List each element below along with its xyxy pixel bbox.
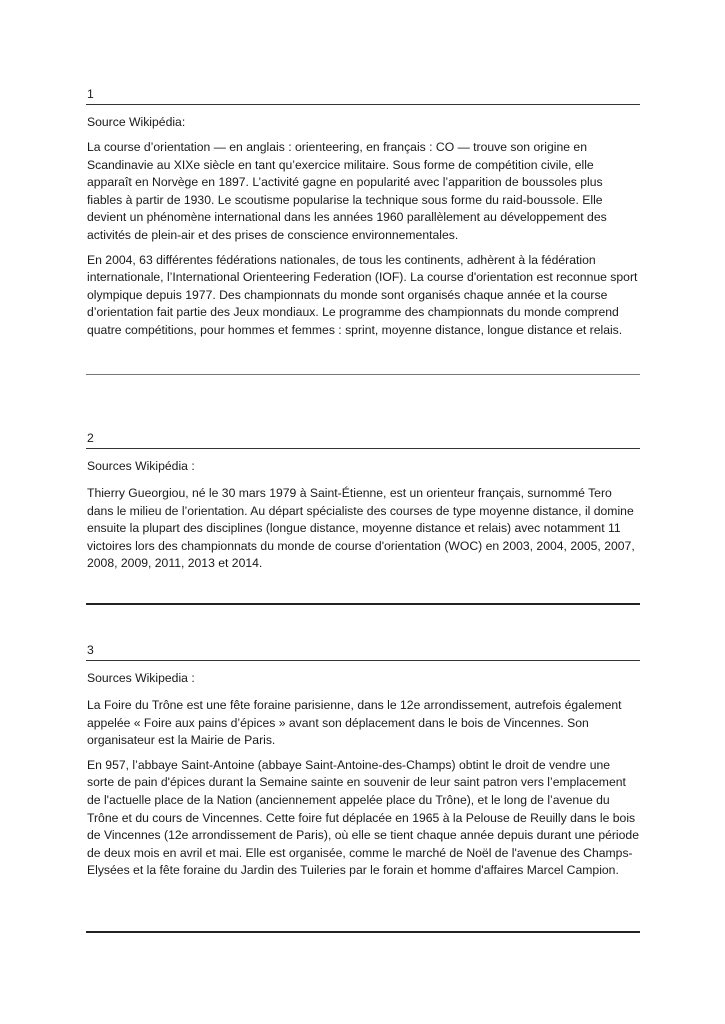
footnote-bottom-rule — [86, 603, 640, 605]
footnote-paragraph: Thierry Gueorgiou, né le 30 mars 1979 à Saint-Étienne, est un orienteur français, surnommé Tero dans le milieu de l’orientation. Au départ spécialiste des courses de type moyenne distance, il domine ensuite la plupart des disciplines (longue distance, moyenne distance et relais) avec notamment 11 victoires lors des championnats du monde de course d'orientation (WOC) en 2003, 2004, 2005, 2007, 2008, 2009, 2011, 2013 et 2014. — [87, 486, 635, 571]
footnote-3 — [86, 643, 640, 935]
footnote-2 — [86, 431, 640, 607]
footnote-bottom-rule — [86, 931, 640, 933]
footnote-1 — [86, 87, 640, 377]
footnote-number: 1 — [87, 87, 94, 101]
footnote-top-rule — [86, 448, 640, 449]
footnote-paragraph: La Foire du Trône est une fête foraine parisienne, dans le 12e arrondissement, autrefois également appelée « Foire aux pains d’épices » avant son déplacement dans le bois de Vincennes. Son organisateur est la Mairie de Paris. — [87, 698, 622, 748]
footnote-source: Sources Wikipédia : — [87, 459, 195, 473]
footnote-top-rule — [86, 660, 640, 661]
footnote-number: 3 — [87, 643, 94, 657]
footnote-paragraph: En 2004, 63 différentes fédérations nationales, de tous les continents, adhèrent à la fédération internationale, l’International Orienteering Federation (IOF). La course d'orientation est reconnue sport olympique depuis 1977. Des championnats du monde sont organisés chaque année et la course d’orientation fait partie des Jeux mondiaux. Le programme des championnats du monde comprend quatre compétitions, pour hommes et femmes : sprint, moyenne distance, longue distance et relais. — [87, 252, 638, 337]
footnote-number: 2 — [87, 431, 94, 445]
footnote-bottom-rule — [86, 374, 640, 375]
footnote-top-rule — [86, 104, 640, 105]
footnote-source: Sources Wikipedia : — [87, 671, 195, 685]
footnote-paragraph: En 957, l’abbaye Saint-Antoine (abbaye Saint-Antoine-des-Champs) obtint le droit de vendre une sorte de pain d'épices durant la Semaine sainte en souvenir de leur saint patron vers l’emplacement de l'actuelle place de la Nation (anciennement appelée place du Trône), et le long de l’avenue du Trône et du cours de Vincennes. Cette foire fut déplacée en 1965 à la Pelouse de Reuilly dans le bois de Vincennes (12e arrondissement de Paris), où elle se tient chaque année depuis durant une période de deux mois en avril et mai. Elle est organisée, comme le marché de Noël de l'avenue des Champs-Elysées et la fête foraine du Jardin des Tuileries par le forain et homme d'affaires Marcel Campion. — [87, 757, 639, 878]
footnote-source: Source Wikipédia: — [87, 115, 186, 129]
footnote-paragraph: La course d’orientation — en anglais : orienteering, en français : CO — trouve son origine en Scandinavie au XIXe siècle en tant qu’exercice militaire. Sous forme de compétition civile, elle apparaît en Norvège en 1897. L’activité gagne en popularité avec l’apparition de boussoles plus fiables à partir de 1930. Le scoutisme popularise la technique sous forme du raid-boussole. Elle devient un phénomène international dans les années 1960 parallèlement au développement des activités de plein-air et des prises de conscience environnementales. — [87, 140, 607, 242]
